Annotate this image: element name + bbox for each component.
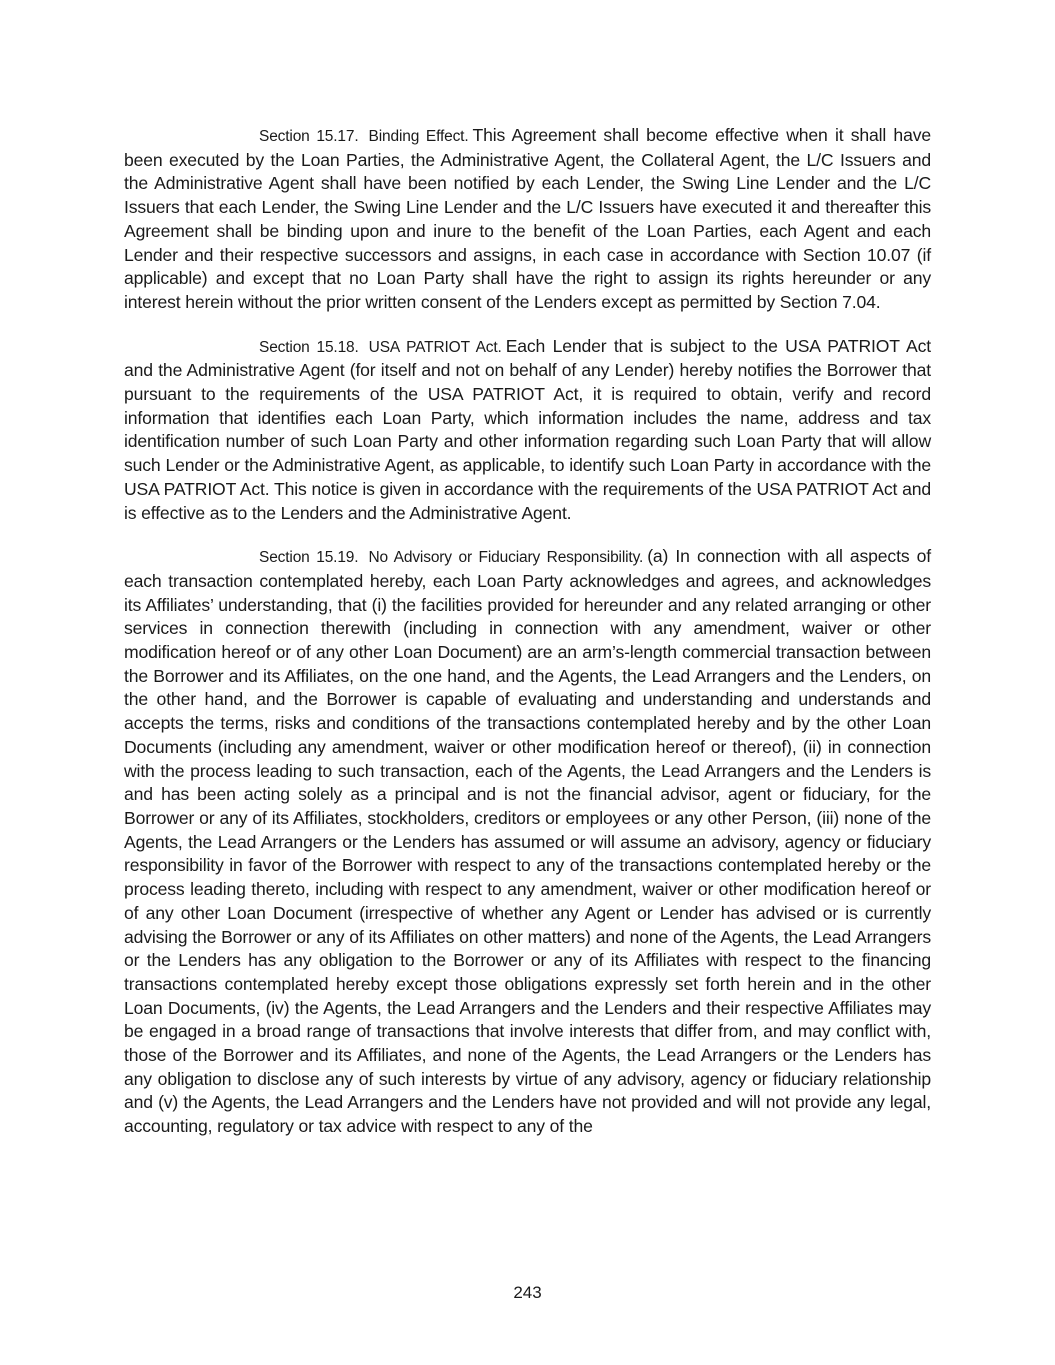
section-number: Section 15.19.: [259, 549, 359, 567]
section-body: This Agreement shall become effective when it shall have been executed by the Loan Parties, the Administrative Agent, the Collateral Agent, the L/C Issuers and the Administrative Agent shall have been notified by each Lender, the Swing Line Lender and the L/C Issuers that each Lender, the Swing Line Lender and the L/C Issuers have executed it and thereafter this Agreement shall be binding upon and inure to the benefit of the Loan Parties, each Agent and each Lender and their respective successors and assigns, in each case in accordance with Section 10.07 (if applicable) and except that no Loan Party shall have the right to assign its rights hereunder or any interest herein without the prior written consent of the Lenders except as permitted by Section 7.04.: [124, 125, 931, 312]
page-number: 243: [513, 1283, 542, 1302]
section-heading: Binding Effect.: [368, 128, 469, 145]
section-body: (a) In connection with all aspects of each transaction contemplated hereby, each Loan Party acknowledges and agrees, and acknowledges its Affiliates’ understanding, that (i) the facilities provided for hereunder and any related arranging or other services in connection therewith (including in connection with any amendment, waiver or other modification hereof or of any other Loan Document) are an arm’s-length commercial transaction between the Borrower and its Affiliates, on the one hand, and the Agents, the Lead Arrangers and the Lenders, on the other hand, and the Borrower is capable of evaluating and understanding and understands and accepts the terms, risks and conditions of the transactions contemplated hereby and by the other Loan Documents (including any amendment, waiver or other modification hereof or thereof), (ii) in connection with the process leading to such transaction, each of the Agents, the Lead Arrangers and the Lenders is and has been acting solely as a principal and is not the financial advisor, agent or fiduciary, for the Borrower or any of its Affiliates, stockholders, creditors or employees or any other Person, (iii) none of the Agents, the Lead Arrangers or the Lenders has assumed or will assume an advisory, agency or fiduciary responsibility in favor of the Borrower with respect to any of the transactions contemplated hereby or the process leading thereto, including with respect to any amendment, waiver or other modification hereof or of any other Loan Document (irrespective of whether any Agent or Lender has advised or is currently advising the Borrower or any of its Affiliates on other matters) and none of the Agents, the Lead Arrangers or the Lenders has any obligation to the Borrower or any of its Affiliates with respect to the financing transactions contemplated hereby except those obligations expressly set forth herein and in the other Loan Documents, (iv) the Agents, the Lead Arrangers and the Lenders and their respective Affiliates may be engaged in a broad range of transactions that involve interests that differ from, and may conflict with, those of the Borrower and its Affiliates, and none of the Agents, the Lead Arrangers or the Lenders has any obligation to disclose any of such interests by virtue of any advisory, agency or fiduciary relationship and (v) the Agents, the Lead Arrangers and the Lenders have not provided and will not provide any legal, accounting, regulatory or tax advice with respect to any of the: [124, 546, 932, 1137]
section-heading: USA PATRIOT Act.: [368, 338, 502, 356]
section-number: Section 15.17.: [259, 128, 359, 145]
section-15-17: [124, 124, 931, 315]
section-number: Section 15.18.: [259, 338, 359, 356]
section-body: Each Lender that is subject to the USA PATRIOT Act and the Administrative Agent (for itself and not on behalf of any Lender) hereby notifies the Borrower that pursuant to the requirements of the USA PATRIOT Act, it is required to obtain, verify and record information that identifies each Loan Party, which information includes the name, address and tax identification number of such Loan Party and other information regarding such Loan Party that will allow such Lender or the Administrative Agent, as applicable, to identify such Loan Party in accordance with the USA PATRIOT Act. This notice is given in accordance with the requirements of the USA PATRIOT Act and is effective as to the Lenders and the Administrative Agent.: [124, 335, 931, 523]
section-heading: No Advisory or Fiduciary Responsibility.: [368, 549, 644, 567]
section-15-19: [124, 545, 931, 1139]
document-page: [124, 124, 931, 1159]
section-15-18: [124, 335, 931, 526]
